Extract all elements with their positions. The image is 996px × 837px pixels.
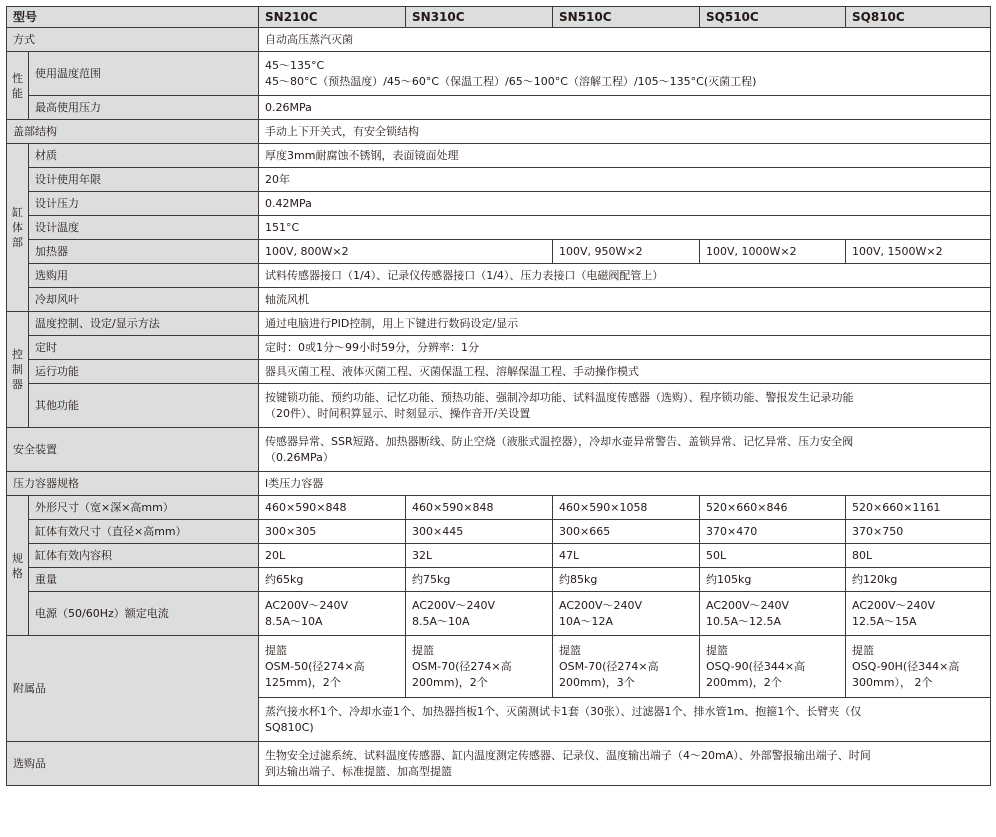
- weight-sn310c: 约75kg: [406, 568, 553, 592]
- model-label: 型号: [7, 7, 259, 28]
- weight-sq510c: 约105kg: [700, 568, 846, 592]
- dimensions-row: [7, 496, 991, 520]
- method-row: [7, 28, 991, 52]
- temp-range-row: [7, 52, 991, 96]
- max-pressure-value: 0.26MPa: [259, 96, 991, 120]
- basket-sn210c: 提篮 OSM-50(径274×高 125mm)，2个: [259, 636, 406, 698]
- basket-sn310c: 提篮 OSM-70(径274×高 200mm)，2个: [406, 636, 553, 698]
- spec-table: [6, 6, 991, 786]
- material-value: 厚度3mm耐腐蚀不锈钢，表面镜面处理: [259, 144, 991, 168]
- power-label: 电源（50/60Hz）额定电流: [29, 592, 259, 636]
- accessories-label: 附属品: [7, 636, 259, 742]
- model-sn510c: SN510C: [553, 7, 700, 28]
- heater-value-sq810c: 100V, 1500W×2: [846, 240, 991, 264]
- performance-group-label: 性 能: [7, 52, 29, 120]
- accessories-basket-row: [7, 636, 991, 698]
- heater-value-sq510c: 100V, 1000W×2: [700, 240, 846, 264]
- power-sq810c: AC200V～240V 12.5A～15A: [846, 592, 991, 636]
- optional-value: 生物安全过滤系统、试料温度传感器、缸内温度测定传感器、记录仪、温度输出端子（4～20mA）、外部警报输出端子、时间 到达输出端子、标准提篮、加高型提篮: [259, 742, 991, 786]
- vessel-label: 压力容器规格: [7, 472, 259, 496]
- timer-value: 定时：0或1分～99小时59分，分辨率：1分: [259, 336, 991, 360]
- other-functions-label: 其他功能: [29, 384, 259, 428]
- weight-sn510c: 约85kg: [553, 568, 700, 592]
- heater-value-sn210-310: 100V, 800W×2: [259, 240, 553, 264]
- volume-sq510c: 50L: [700, 544, 846, 568]
- volume-sn510c: 47L: [553, 544, 700, 568]
- run-functions-row: [7, 360, 991, 384]
- max-pressure-label: 最高使用压力: [29, 96, 259, 120]
- chamber-size-sn510c: 300×665: [553, 520, 700, 544]
- heater-row: [7, 240, 991, 264]
- accessories-common-value: 蒸汽接水杯1个、冷却水壶1个、加热器挡板1个、灭菌测试卡1套（30张）、过滤器1个、排水管1m、抱箍1个、长臂夹（仅 SQ810C): [259, 698, 991, 742]
- run-functions-value: 器具灭菌工程、液体灭菌工程、灭菌保温工程、溶解保温工程、手动操作模式: [259, 360, 991, 384]
- weight-sq810c: 约120kg: [846, 568, 991, 592]
- timer-row: [7, 336, 991, 360]
- max-pressure-row: [7, 96, 991, 120]
- optional-row: [7, 742, 991, 786]
- volume-sn310c: 32L: [406, 544, 553, 568]
- material-row: [7, 144, 991, 168]
- lid-label: 盖部结构: [7, 120, 259, 144]
- timer-label: 定时: [29, 336, 259, 360]
- dimensions-sn210c: 460×590×848: [259, 496, 406, 520]
- volume-label: 缸体有效内容积: [29, 544, 259, 568]
- safety-label: 安全装置: [7, 428, 259, 472]
- dimensions-sn510c: 460×590×1058: [553, 496, 700, 520]
- fan-label: 冷却风叶: [29, 288, 259, 312]
- volume-row: [7, 544, 991, 568]
- optional-label: 选购品: [7, 742, 259, 786]
- safety-value: 传感器异常、SSR短路、加热器断线、防止空烧（液胀式温控器），冷却水壶异常警告、盖锁异常、记忆异常、压力安全阀 （0.26MPa）: [259, 428, 991, 472]
- dimensions-sq510c: 520×660×846: [700, 496, 846, 520]
- options-label: 选购用: [29, 264, 259, 288]
- power-sn510c: AC200V～240V 10A～12A: [553, 592, 700, 636]
- safety-row: [7, 428, 991, 472]
- design-temp-value: 151°C: [259, 216, 991, 240]
- service-life-label: 设计使用年限: [29, 168, 259, 192]
- service-life-row: [7, 168, 991, 192]
- options-value: 试料传感器接口（1/4）、记录仪传感器接口（1/4）、压力表接口（电磁阀配管上）: [259, 264, 991, 288]
- model-sn310c: SN310C: [406, 7, 553, 28]
- vessel-value: Ⅰ类压力容器: [259, 472, 991, 496]
- temp-range-label: 使用温度范围: [29, 52, 259, 96]
- vessel-row: [7, 472, 991, 496]
- dimensions-sq810c: 520×660×1161: [846, 496, 991, 520]
- design-temp-row: [7, 216, 991, 240]
- lid-value: 手动上下开关式，有安全锁结构: [259, 120, 991, 144]
- power-sn210c: AC200V～240V 8.5A～10A: [259, 592, 406, 636]
- fan-value: 轴流风机: [259, 288, 991, 312]
- model-sq810c: SQ810C: [846, 7, 991, 28]
- design-temp-label: 设计温度: [29, 216, 259, 240]
- control-value: 通过电脑进行PID控制，用上下键进行数码设定/显示: [259, 312, 991, 336]
- chamber-size-sn210c: 300×305: [259, 520, 406, 544]
- header-row: [7, 7, 991, 28]
- controller-group-label: 控 制 器: [7, 312, 29, 428]
- heater-label: 加热器: [29, 240, 259, 264]
- temp-range-value: 45～135°C 45～80°C（预热温度）/45～60°C（保温工程）/65～100°C（溶解工程）/105～135°C(灭菌工程): [259, 52, 991, 96]
- dimensions-label: 外形尺寸（宽×深×高mm）: [29, 496, 259, 520]
- design-pressure-row: [7, 192, 991, 216]
- options-row: [7, 264, 991, 288]
- weight-row: [7, 568, 991, 592]
- chamber-size-sq810c: 370×750: [846, 520, 991, 544]
- basket-sq810c: 提篮 OSQ-90H(径344×高 300mm）， 2个: [846, 636, 991, 698]
- service-life-value: 20年: [259, 168, 991, 192]
- run-functions-label: 运行功能: [29, 360, 259, 384]
- volume-sn210c: 20L: [259, 544, 406, 568]
- chamber-group-label: 缸 体 部: [7, 144, 29, 312]
- other-functions-value: 按键锁功能、预约功能、记忆功能、预热功能、强制冷却功能、试料温度传感器（选购）、程序锁功能、警报发生记录功能 （20件）、时间积算显示、时刻显示、操作音开/关设置: [259, 384, 991, 428]
- chamber-size-label: 缸体有效尺寸（直径×高mm）: [29, 520, 259, 544]
- design-pressure-label: 设计压力: [29, 192, 259, 216]
- control-row: [7, 312, 991, 336]
- power-sq510c: AC200V～240V 10.5A～12.5A: [700, 592, 846, 636]
- other-functions-row: [7, 384, 991, 428]
- chamber-size-sq510c: 370×470: [700, 520, 846, 544]
- fan-row: [7, 288, 991, 312]
- model-sn210c: SN210C: [259, 7, 406, 28]
- lid-row: [7, 120, 991, 144]
- basket-sq510c: 提篮 OSQ-90(径344×高 200mm)，2个: [700, 636, 846, 698]
- chamber-size-sn310c: 300×445: [406, 520, 553, 544]
- weight-label: 重量: [29, 568, 259, 592]
- material-label: 材质: [29, 144, 259, 168]
- model-sq510c: SQ510C: [700, 7, 846, 28]
- method-label: 方式: [7, 28, 259, 52]
- chamber-size-row: [7, 520, 991, 544]
- dimensions-sn310c: 460×590×848: [406, 496, 553, 520]
- control-label: 温度控制、设定/显示方法: [29, 312, 259, 336]
- specs-group-label: 规 格: [7, 496, 29, 636]
- basket-sn510c: 提篮 OSM-70(径274×高 200mm)，3个: [553, 636, 700, 698]
- design-pressure-value: 0.42MPa: [259, 192, 991, 216]
- weight-sn210c: 约65kg: [259, 568, 406, 592]
- volume-sq810c: 80L: [846, 544, 991, 568]
- power-row: [7, 592, 991, 636]
- method-value: 自动高压蒸汽灭菌: [259, 28, 991, 52]
- power-sn310c: AC200V～240V 8.5A～10A: [406, 592, 553, 636]
- heater-value-sn510c: 100V, 950W×2: [553, 240, 700, 264]
